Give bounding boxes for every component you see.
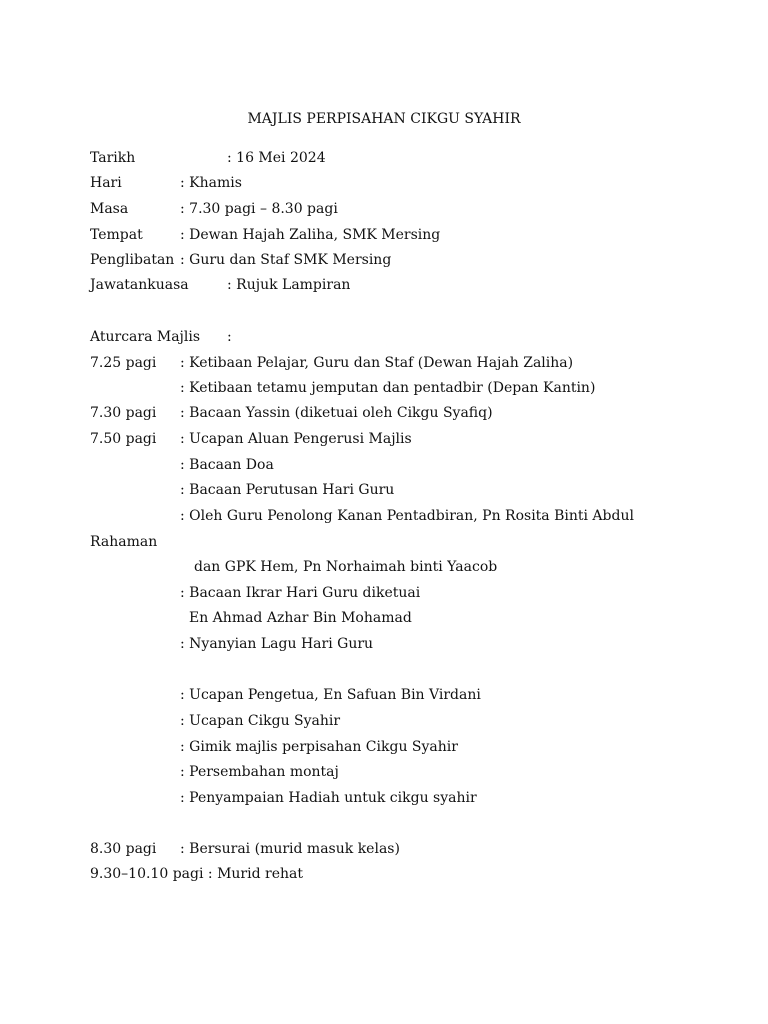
detail-label-hari: Hari [90, 175, 122, 191]
program-item: : Bacaan Doa [180, 457, 274, 473]
document-title: MAJLIS PERPISAHAN CIKGU SYAHIR [247, 111, 521, 127]
program-item: : Bacaan Ikrar Hari Guru diketuai [180, 585, 421, 601]
detail-label-masa: Masa [90, 201, 129, 217]
detail-label-penglibatan: Penglibatan [90, 252, 175, 268]
detail-label-tempat: Tempat [90, 227, 143, 243]
program-item: dan GPK Hem, Pn Norhaimah binti Yaacob [194, 559, 498, 575]
program-item: : Ucapan Pengetua, En Safuan Bin Virdani [180, 687, 481, 703]
program-item: : Bacaan Perutusan Hari Guru [180, 482, 395, 498]
program-item: : Ketibaan Pelajar, Guru dan Staf (Dewan Hajah Zaliha) [180, 355, 574, 371]
program-item: : Gimik majlis perpisahan Cikgu Syahir [180, 739, 458, 755]
program-item: : Bersurai (murid masuk kelas) [180, 841, 400, 857]
detail-label-jawatankuasa: Jawatankuasa [90, 277, 189, 293]
detail-value-tempat: : Dewan Hajah Zaliha, SMK Mersing [180, 227, 441, 243]
detail-label-tarikh: Tarikh [90, 150, 136, 166]
program-heading-colon: : [227, 329, 232, 345]
program-time: Rahaman [90, 534, 158, 550]
program-item: : Oleh Guru Penolong Kanan Pentadbiran, Pn Rosita Binti Abdul [180, 508, 634, 524]
program-item: : Bacaan Yassin (diketuai oleh Cikgu Syafiq) [180, 405, 493, 421]
program-heading-label: Aturcara Majlis [90, 329, 201, 345]
program-item: : Penyampaian Hadiah untuk cikgu syahir [180, 790, 477, 806]
program-item: : Ucapan Cikgu Syahir [180, 713, 341, 729]
detail-value-tarikh: : 16 Mei 2024 [227, 150, 326, 166]
program-time: 7.50 pagi [90, 431, 157, 447]
program-time: 7.30 pagi [90, 405, 157, 421]
detail-value-penglibatan: : Guru dan Staf SMK Mersing [180, 252, 392, 268]
program-item: : Ucapan Aluan Pengerusi Majlis [180, 431, 412, 447]
program-item: : Persembahan montaj [180, 764, 339, 780]
detail-value-hari: : Khamis [180, 175, 242, 191]
program-item: : Ketibaan tetamu jemputan dan pentadbir (Depan Kantin) [180, 380, 596, 396]
detail-value-jawatankuasa: : Rujuk Lampiran [227, 277, 351, 293]
program-item: En Ahmad Azhar Bin Mohamad [189, 610, 412, 626]
program-time: 9.30–10.10 pagi : Murid rehat [90, 866, 303, 882]
detail-value-masa: : 7.30 pagi – 8.30 pagi [180, 201, 338, 217]
program-item: : Nyanyian Lagu Hari Guru [180, 636, 374, 652]
program-time: 7.25 pagi [90, 355, 157, 371]
program-time: 8.30 pagi [90, 841, 157, 857]
